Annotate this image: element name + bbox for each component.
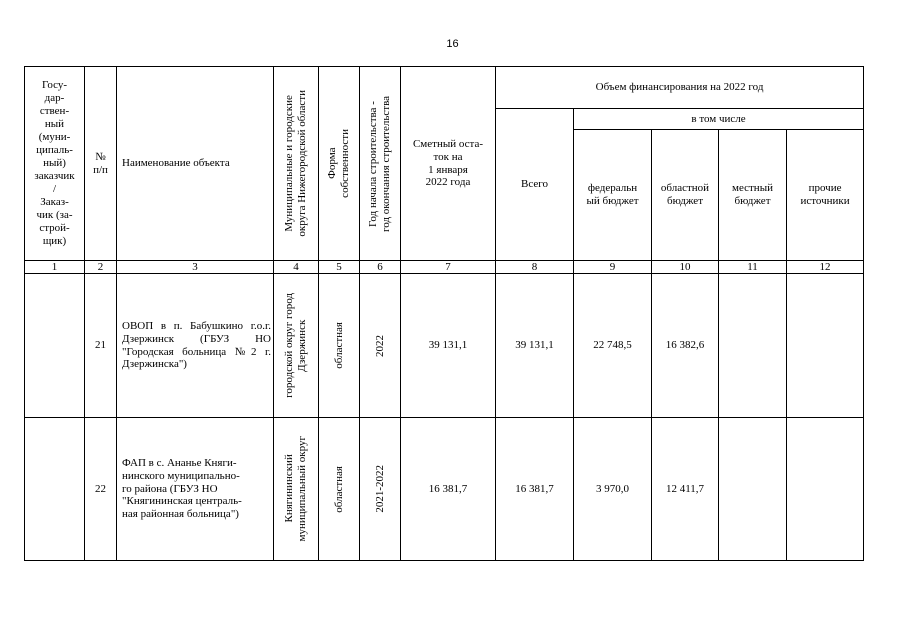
row-ownership: областная	[332, 322, 345, 369]
row-years-cell	[360, 274, 401, 418]
column-number: 1	[25, 261, 85, 274]
row-other	[787, 418, 864, 561]
row-municipality: Княгининский муниципальный округ	[283, 436, 308, 542]
header-num: № п/п	[85, 67, 117, 261]
row-federal: 3 970,0	[574, 418, 652, 561]
row-estimate: 16 381,7	[401, 418, 496, 561]
header-name: Наименование объекта	[117, 67, 274, 261]
column-number: 10	[652, 261, 719, 274]
header-ownership-cell	[319, 67, 360, 261]
row-years-cell	[360, 418, 401, 561]
row-years: 2021-2022	[373, 465, 386, 513]
row-local	[719, 418, 787, 561]
row-regional: 12 411,7	[652, 418, 719, 561]
column-number: 8	[496, 261, 574, 274]
header-total: Всего	[496, 109, 574, 261]
column-numbers-row	[25, 261, 864, 274]
row-municipality-cell	[274, 418, 319, 561]
header-customer: Госу- дар- ствен- ный (муни- ципаль- ный) заказчик / Заказ- чик (за- строй- щик)	[25, 67, 85, 261]
row-years: 2022	[373, 334, 386, 357]
row-local	[719, 274, 787, 418]
header-ownership: Форма собственности	[326, 129, 351, 198]
header-years: Год начала строительства - год окончания строительства	[367, 95, 392, 232]
row-municipality-cell	[274, 274, 319, 418]
row-num: 22	[85, 418, 117, 561]
page-number: 16	[446, 38, 459, 50]
row-customer	[25, 418, 85, 561]
header-other: прочие источники	[787, 130, 864, 261]
header-estimate: Сметный оста- ток на 1 января 2022 года	[401, 67, 496, 261]
column-number: 4	[274, 261, 319, 274]
financing-table	[24, 66, 864, 561]
header-financing: Объем финансирования на 2022 год	[496, 67, 864, 109]
column-number: 3	[117, 261, 274, 274]
header-years-cell	[360, 67, 401, 261]
header-local: местный бюджет	[719, 130, 787, 261]
row-regional: 16 382,6	[652, 274, 719, 418]
row-estimate: 39 131,1	[401, 274, 496, 418]
column-number: 6	[360, 261, 401, 274]
row-ownership-cell	[319, 418, 360, 561]
header-including: в том числе	[574, 109, 864, 130]
column-number: 9	[574, 261, 652, 274]
column-number: 11	[719, 261, 787, 274]
row-customer	[25, 274, 85, 418]
column-number: 12	[787, 261, 864, 274]
row-ownership: областная	[332, 465, 345, 513]
table-row	[25, 274, 864, 418]
row-federal: 22 748,5	[574, 274, 652, 418]
row-total: 16 381,7	[496, 418, 574, 561]
column-number: 7	[401, 261, 496, 274]
row-other	[787, 274, 864, 418]
column-number: 5	[319, 261, 360, 274]
row-name: ФАП в с. Ананье Княги- нинского муниципально- го района (ГБУЗ НО "Княгининская централь- ная районная больница")	[117, 418, 274, 561]
row-total: 39 131,1	[496, 274, 574, 418]
row-municipality: городской округ город Дзержинск	[283, 293, 308, 398]
table-row	[25, 418, 864, 561]
header-row-1	[25, 67, 864, 109]
header-municipality: Муниципальные и городские округа Нижегородской области	[283, 90, 308, 237]
row-name: ОВОП в п. Бабушкино г.о.г. Дзержинск (ГБУЗ НО "Городская больница №2 г. Дзержинска")	[117, 274, 274, 418]
row-num: 21	[85, 274, 117, 418]
column-number: 2	[85, 261, 117, 274]
header-federal: федеральн ый бюджет	[574, 130, 652, 261]
header-municipality-cell	[274, 67, 319, 261]
header-regional: областной бюджет	[652, 130, 719, 261]
row-ownership-cell	[319, 274, 360, 418]
